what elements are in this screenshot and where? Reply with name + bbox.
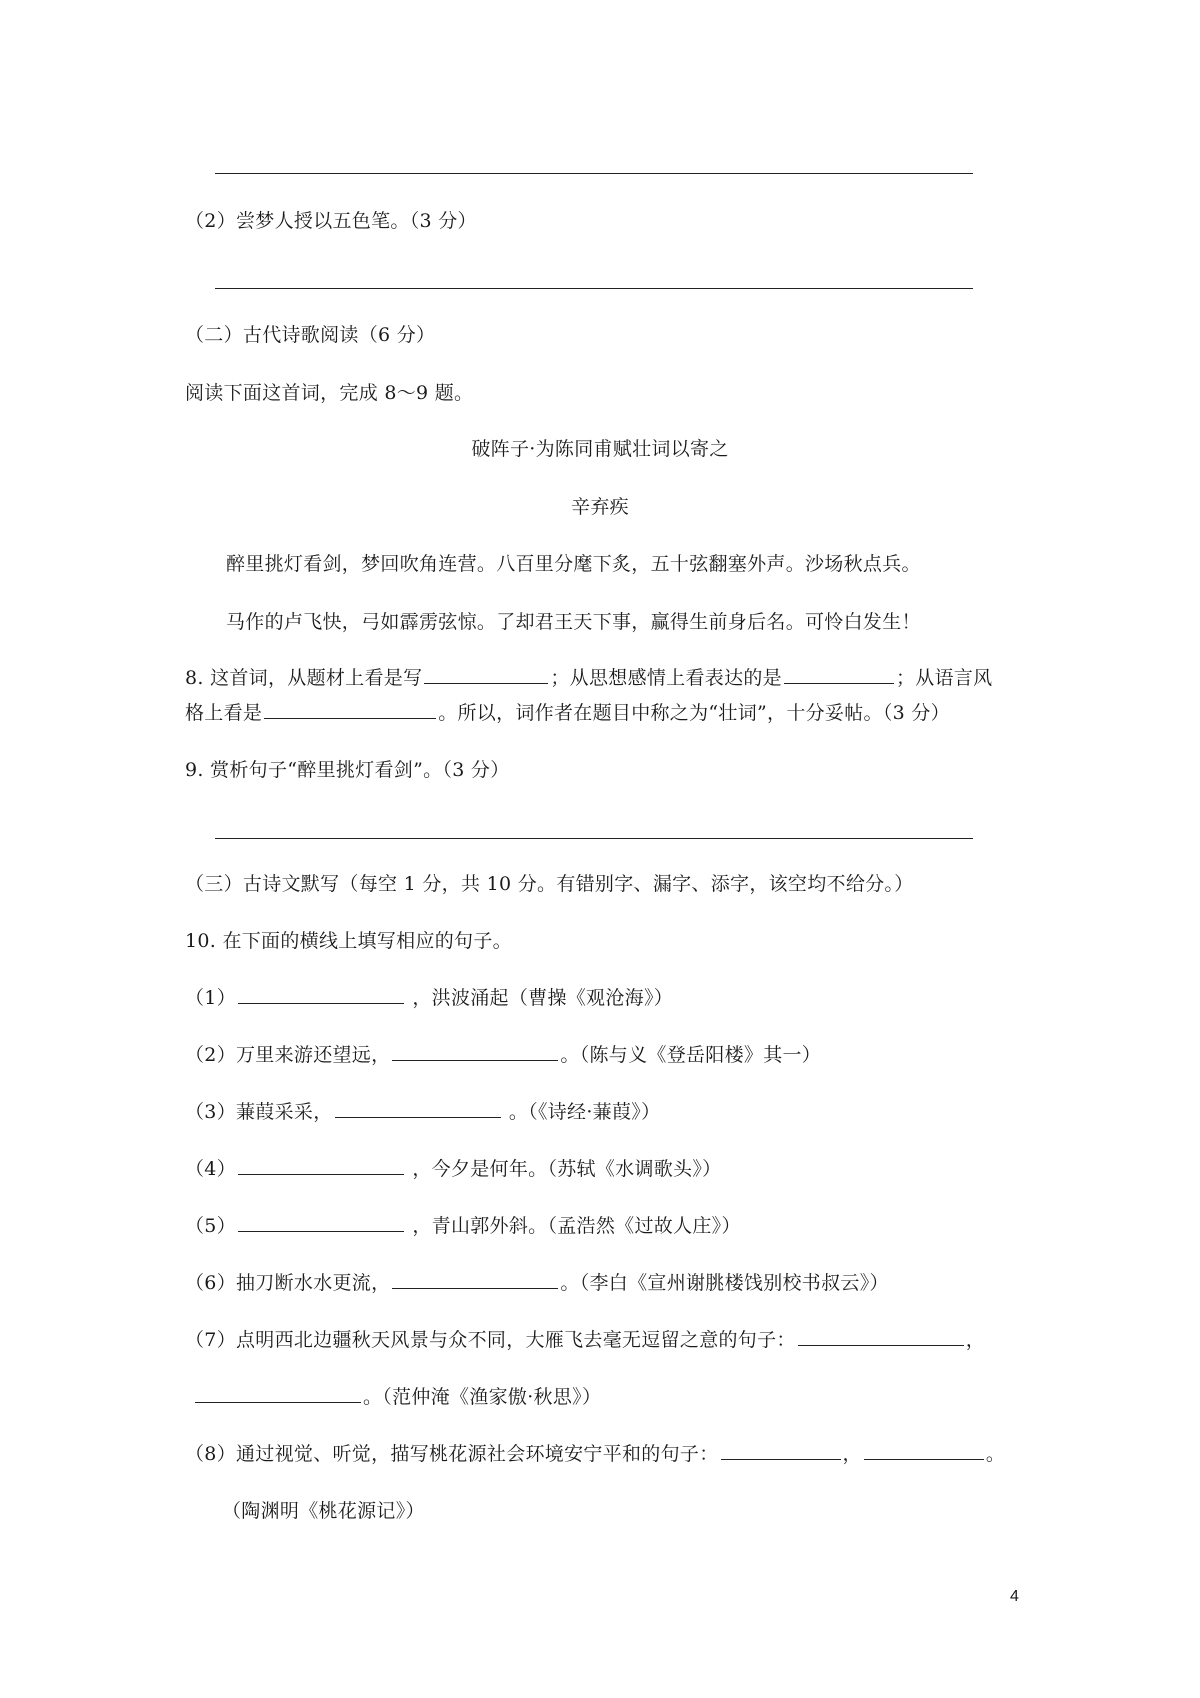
answer-blank[interactable] (195, 1384, 361, 1403)
section2-instruction: 阅读下面这首词，完成 8～9 题。 (185, 382, 474, 404)
item-suffix: ，洪波涌起（曹操《观沧海》） (412, 987, 674, 1009)
answer-blank[interactable] (335, 1099, 501, 1118)
item-separator: ， (842, 1443, 862, 1465)
q8-text: 。所以，词作者在题目中称之为“壮词”，十分妥帖。（3 分） (438, 702, 950, 724)
answer-blank[interactable] (864, 1441, 984, 1460)
q8-text: ；从语言风 (895, 667, 993, 689)
q10-item-3 (185, 1099, 660, 1125)
item-prefix: （8）通过视觉、听觉，描写桃花源社会环境安宁平和的句子： (185, 1443, 719, 1465)
answer-blank[interactable] (392, 1270, 558, 1289)
answer-blank[interactable] (238, 985, 404, 1004)
q8-line-2 (185, 700, 950, 726)
q10-item-2 (185, 1042, 821, 1068)
q10-instruction: 10. 在下面的横线上填写相应的句子。 (185, 930, 512, 952)
item-prefix: （3）蒹葭采采， (185, 1101, 333, 1123)
answer-blank[interactable] (784, 665, 894, 684)
item-prefix: （2）万里来游还望远， (185, 1044, 391, 1066)
q8-line-1 (185, 665, 993, 691)
answer-blank[interactable] (238, 1213, 404, 1232)
answer-blank[interactable] (424, 665, 548, 684)
q10-item-7 (185, 1327, 985, 1353)
q10-item-8 (185, 1441, 1005, 1467)
item-suffix: 。（《诗经·蒹葭》） (508, 1101, 661, 1123)
item-prefix: （4） (185, 1158, 236, 1180)
poem-line-1: 醉里挑灯看剑，梦回吹角连营。八百里分麾下炙，五十弦翻塞外声。沙场秋点兵。 (226, 553, 921, 575)
answer-line (215, 173, 973, 174)
q10-item-1 (185, 985, 673, 1011)
item-prefix: （1） (185, 987, 236, 1009)
q10-item-5 (185, 1213, 741, 1239)
q10-item-8-source: （陶渊明《桃花源记》） (222, 1500, 425, 1522)
item-end: 。 (985, 1443, 1006, 1465)
item-suffix: 。（陈与义《登岳阳楼》其一） (560, 1044, 822, 1066)
item-prefix: （7）点明西北边疆秋天风景与众不同，大雁飞去毫无逗留之意的句子： (185, 1329, 796, 1351)
answer-blank[interactable] (798, 1327, 964, 1346)
item-suffix: ，今夕是何年。（苏轼《水调歌头》） (412, 1158, 722, 1180)
poem-line-2: 马作的卢飞快，弓如霹雳弦惊。了却君王天下事，赢得生前身后名。可怜白发生！ (226, 611, 921, 633)
answer-blank[interactable] (238, 1156, 404, 1175)
item-suffix: 。（李白《宣州谢朓楼饯别校书叔云》） (560, 1272, 889, 1294)
answer-blank[interactable] (392, 1042, 558, 1061)
answer-blank[interactable] (721, 1441, 841, 1460)
answer-line (215, 288, 973, 289)
q10-item-4 (185, 1156, 721, 1182)
q8-text: 格上看是 (185, 702, 263, 724)
poem-title: 破阵子·为陈同甫赋壮词以寄之 (471, 438, 729, 460)
page-number: 4 (1010, 1588, 1019, 1605)
section3-heading: （三）古诗文默写（每空 1 分，共 10 分。有错别字、漏字、添字，该空均不给分。） (185, 873, 914, 895)
item-suffix: ，青山郭外斜。（孟浩然《过故人庄》） (412, 1215, 741, 1237)
poem-author: 辛弃疾 (571, 496, 629, 518)
q9-text: 9. 赏析句子“醉里挑灯看剑”。（3 分） (185, 759, 510, 781)
item-suffix: 。（范仲淹《渔家傲·秋思》） (363, 1386, 602, 1408)
item-prefix: （6）抽刀断水水更流， (185, 1272, 391, 1294)
section2-heading: （二）古代诗歌阅读（6 分） (185, 324, 436, 346)
item-prefix: （5） (185, 1215, 236, 1237)
q8-text: 8. 这首词，从题材上看是写 (185, 667, 423, 689)
q8-text: ；从思想感情上看表达的是 (550, 667, 782, 689)
q7-sub2: （2）尝梦人授以五色笔。（3 分） (185, 210, 477, 232)
q10-item-6 (185, 1270, 889, 1296)
q10-item-7-cont (193, 1384, 601, 1410)
item-separator: ， (965, 1329, 986, 1351)
answer-line (215, 838, 973, 839)
answer-blank[interactable] (264, 700, 436, 719)
